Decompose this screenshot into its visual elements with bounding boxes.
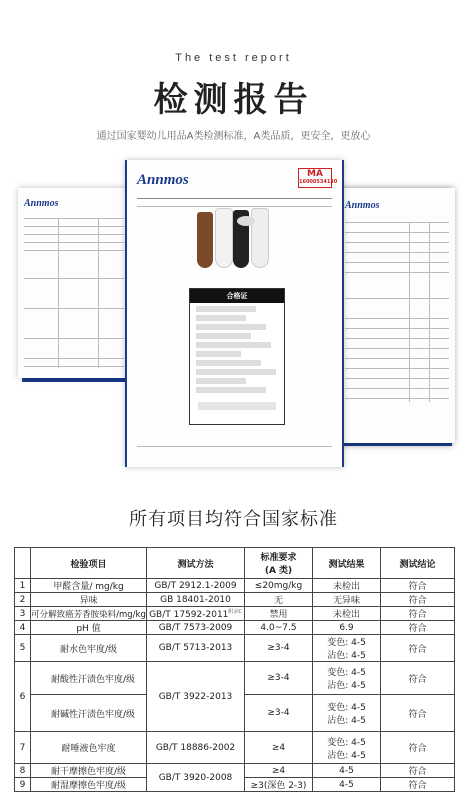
- annmos-logo: Annmos: [137, 172, 189, 188]
- cma-seal: MA 16000534130: [298, 168, 332, 188]
- section-title: 所有项目均符合国家标准: [129, 509, 338, 530]
- certificate-card: [189, 288, 285, 425]
- row-requirement: 无: [245, 593, 313, 607]
- row-conclusion: 符合: [381, 764, 455, 778]
- annmos-logo: Annmos: [24, 198, 59, 209]
- table-row: [15, 621, 455, 635]
- row-requirement: 4.0~7.5: [245, 621, 313, 635]
- row-method: GB/T 18886-2002: [147, 732, 245, 764]
- row-number: 3: [15, 607, 31, 621]
- row-method: GB/T $17592-2011^{附录C}$: [147, 607, 245, 621]
- row-item: 耐干摩擦色牢度/级: [31, 764, 147, 778]
- row-number: 1: [15, 579, 31, 593]
- header-method: 测试方法: [147, 548, 245, 579]
- table-row: [15, 579, 455, 593]
- row-requirement: ≤20mg/kg: [245, 579, 313, 593]
- row-conclusion: 符合: [381, 593, 455, 607]
- row-number: 4: [15, 621, 31, 635]
- table-row: [15, 732, 455, 764]
- row-conclusion: 符合: [381, 732, 455, 764]
- page-title: 检测报告: [153, 80, 314, 120]
- table-header-row: [15, 548, 455, 579]
- row-method: GB/T 3922-2013: [147, 662, 245, 732]
- row-requirement: ≥4: [245, 732, 313, 764]
- table-row: [15, 662, 455, 695]
- table-row: [15, 635, 455, 662]
- row-number: 6: [15, 662, 31, 732]
- row-item: 异味: [31, 593, 147, 607]
- row-number: 7: [15, 732, 31, 764]
- header-requirement: 标准要求 (A 类): [245, 548, 313, 579]
- row-method: GB/T 7573-2009: [147, 621, 245, 635]
- row-conclusion: 符合: [381, 695, 455, 732]
- row-conclusion: 符合: [381, 621, 455, 635]
- row-result: 6.9: [313, 621, 381, 635]
- row-result: 未检出: [313, 607, 381, 621]
- row-conclusion: 符合: [381, 778, 455, 792]
- row-result: 无异味: [313, 593, 381, 607]
- row-requirement: 禁用: [245, 607, 313, 621]
- report-subtitle-en: The test report: [175, 52, 292, 64]
- row-conclusion: 符合: [381, 607, 455, 621]
- row-item: 耐湿摩擦色牢度/级: [31, 778, 147, 792]
- row-number: 9: [15, 778, 31, 792]
- table-row: [15, 764, 455, 778]
- row-result: 变色: 4-5 沾色: 4-5: [313, 732, 381, 764]
- left-report-page: [18, 188, 135, 378]
- row-method: GB/T 3920-2008: [147, 764, 245, 792]
- row-result: 变色: 4-5 沾色: 4-5: [313, 635, 381, 662]
- row-requirement: ≥4: [245, 764, 313, 778]
- row-item: 耐唾液色牢度: [31, 732, 147, 764]
- row-number: 2: [15, 593, 31, 607]
- certificate-title: 合格证: [190, 289, 284, 303]
- row-item: 耐碱性汗渍色牢度/级: [31, 695, 147, 732]
- row-result: 变色: 4-5 沾色: 4-5: [313, 695, 381, 732]
- row-item: 耐酸性汗渍色牢度/级: [31, 662, 147, 695]
- right-report-page: [334, 188, 455, 443]
- row-requirement: ≥3-4: [245, 662, 313, 695]
- row-item: 甲醛含量/ mg/kg: [31, 579, 147, 593]
- annmos-logo: Annmos: [345, 200, 380, 211]
- row-conclusion: 符合: [381, 579, 455, 593]
- product-photo: [197, 208, 277, 280]
- row-item: 可分解致癌芳香胺染料/mg/kg: [31, 607, 147, 621]
- row-result: 未检出: [313, 579, 381, 593]
- page-description: 通过国家婴幼儿用品A类检测标准，A类品质，更安全，更放心: [96, 131, 371, 142]
- main-report-page: [125, 160, 344, 467]
- header-conclusion: 测试结论: [381, 548, 455, 579]
- row-requirement: ≥3(深色 2-3): [245, 778, 313, 792]
- row-conclusion: 符合: [381, 662, 455, 695]
- header-number: [15, 548, 31, 579]
- row-method: GB/T 5713-2013: [147, 635, 245, 662]
- row-method: GB/T 2912.1-2009: [147, 579, 245, 593]
- row-number: 8: [15, 764, 31, 778]
- row-item: pH 值: [31, 621, 147, 635]
- row-method: GB 18401-2010: [147, 593, 245, 607]
- row-requirement: ≥3-4: [245, 635, 313, 662]
- test-results-table: [14, 547, 455, 792]
- row-number: 5: [15, 635, 31, 662]
- header-result: 测试结果: [313, 548, 381, 579]
- header-item: 检验项目: [31, 548, 147, 579]
- table-row: [15, 607, 455, 621]
- row-requirement: ≥3-4: [245, 695, 313, 732]
- row-result: 4-5: [313, 764, 381, 778]
- row-result: 变色: 4-5 沾色: 4-5: [313, 662, 381, 695]
- row-conclusion: 符合: [381, 635, 455, 662]
- row-item: 耐水色牢度/级: [31, 635, 147, 662]
- row-result: 4-5: [313, 778, 381, 792]
- table-row: [15, 593, 455, 607]
